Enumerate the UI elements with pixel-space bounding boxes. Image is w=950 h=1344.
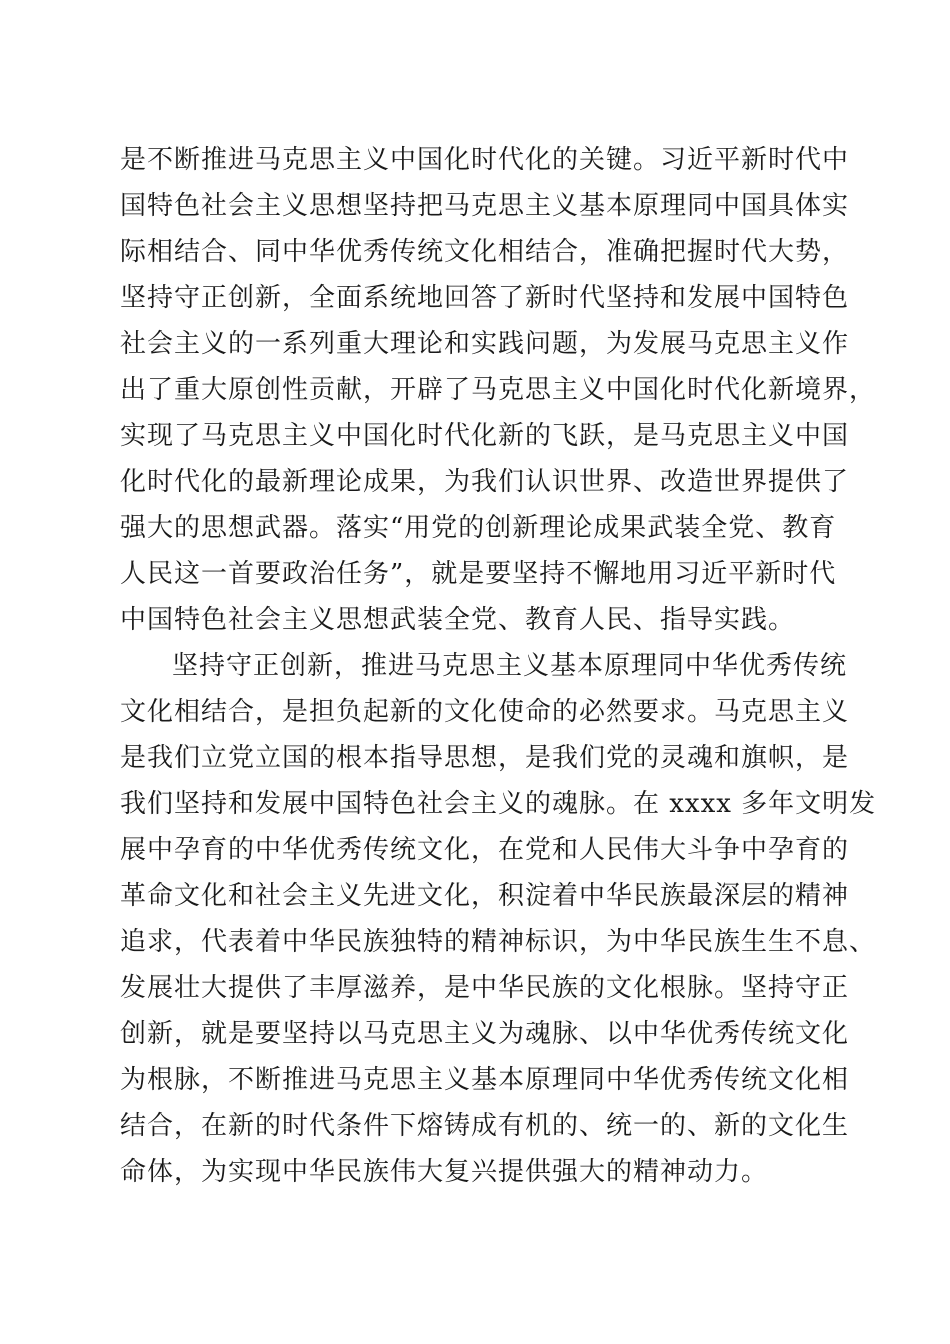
text-line: 是我们立党立国的根本指导思想，是我们党的灵魂和旗帜，是: [120, 743, 850, 773]
text-line: 为根脉，不断推进马克思主义基本原理同中华优秀传统文化相: [120, 1065, 850, 1095]
text-line: 出了重大原创性贡献，开辟了马克思主义中国化时代化新境界，: [120, 375, 877, 405]
text-line: 社会主义的一系列重大理论和实践问题，为发展马克思主义作: [120, 329, 850, 359]
text-line: 展中孕育的中华优秀传统文化，在党和人民伟大斗争中孕育的: [120, 835, 850, 865]
paragraph-1: [120, 137, 877, 643]
text-line: 结合，在新的时代条件下熔铸成有机的、统一的、新的文化生: [120, 1111, 850, 1141]
text-line: 中国特色社会主义思想武装全党、教育人民、指导实践。: [120, 605, 796, 635]
paragraph-2: [120, 643, 877, 1195]
text-line: 创新，就是要坚持以马克思主义为魂脉、以中华优秀传统文化: [120, 1019, 850, 1049]
text-line: 追求，代表着中华民族独特的精神标识，为中华民族生生不息、: [120, 927, 877, 957]
text-line: 我们坚持和发展中国特色社会主义的魂脉。在 xxxx 多年文明发: [120, 789, 877, 819]
text-line: 发展壮大提供了丰厚滋养，是中华民族的文化根脉。坚持守正: [120, 973, 850, 1003]
text-line: 坚持守正创新，推进马克思主义基本原理同中华优秀传统: [172, 651, 848, 681]
text-line: 实现了马克思主义中国化时代化新的飞跃，是马克思主义中国: [120, 421, 850, 451]
text-line: 文化相结合，是担负起新的文化使命的必然要求。马克思主义: [120, 697, 850, 727]
text-line: 人民这一首要政治任务”，就是要坚持不懈地用习近平新时代: [120, 559, 837, 589]
text-line: 革命文化和社会主义先进文化，积淀着中华民族最深层的精神: [120, 881, 850, 911]
text-line: 坚持守正创新，全面系统地回答了新时代坚持和发展中国特色: [120, 283, 850, 313]
text-line: 国特色社会主义思想坚持把马克思主义基本原理同中国具体实: [120, 191, 850, 221]
text-line: 强大的思想武器。落实“用党的创新理论成果武装全党、教育: [120, 513, 837, 543]
text-line: 化时代化的最新理论成果，为我们认识世界、改造世界提供了: [120, 467, 850, 497]
document-body: [120, 137, 877, 1195]
text-line: 命体，为实现中华民族伟大复兴提供强大的精神动力。: [120, 1157, 769, 1187]
text-line: 是不断推进马克思主义中国化时代化的关键。习近平新时代中: [120, 145, 850, 175]
text-line: 际相结合、同中华优秀传统文化相结合，准确把握时代大势，: [120, 237, 850, 267]
